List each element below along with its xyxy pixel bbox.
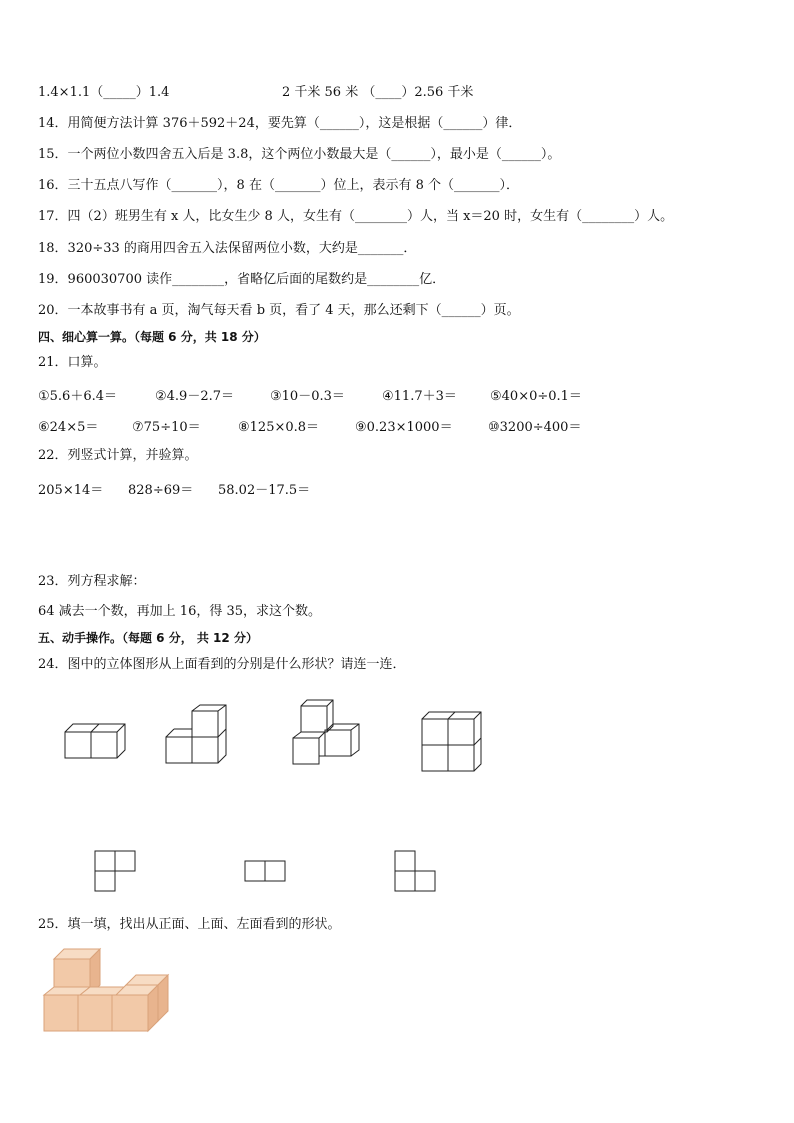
oral-item: ①5.6＋6.4＝: [38, 389, 118, 404]
question-20: 20．一本故事书有 a 页，淘气每天看 b 页，看了 4 天，那么还剩下（______）页。: [38, 303, 520, 318]
question-24: 24．图中的立体图形从上面看到的分别是什么形状？请连一连．: [38, 657, 406, 672]
question-19: 19．960030700 读作________，省略亿后面的尾数约是________亿．: [38, 272, 446, 287]
oral-item: ⑤40×0÷0.1＝: [490, 389, 582, 404]
solid-figure-1: [64, 718, 126, 762]
vertical-item: 828÷69＝: [128, 483, 194, 498]
oral-item: ⑧125×0.8＝: [238, 420, 320, 435]
vertical-item: 205×14＝: [38, 483, 104, 498]
oral-item: ⑨0.23×1000＝: [355, 420, 453, 435]
oral-item: ②4.9－2.7＝: [155, 389, 235, 404]
section-4-heading: 四、细心算一算。（每题 6 分，共 18 分）: [38, 330, 266, 344]
question-18: 18．320÷33 的商用四舍五入法保留两位小数，大约是_______．: [38, 241, 417, 256]
question-25: 25．填一填，找出从正面、上面、左面看到的形状。: [38, 917, 341, 932]
top-view-shape-3: [394, 850, 436, 892]
question-22: 22．列竖式计算，并验算。: [38, 448, 198, 463]
question-23: 23．列方程求解：: [38, 574, 146, 589]
oral-item: ④11.7＋3＝: [382, 389, 457, 404]
solid-figure-2: [165, 705, 227, 765]
oral-item: ③10－0.3＝: [270, 389, 345, 404]
oral-item: ⑩3200÷400＝: [488, 420, 582, 435]
solid-figure-4: [421, 711, 483, 773]
question-17: 17．四（2）班男生有 x 人，比女生少 8 人，女生有（________）人，当 x＝20 时，女生有（________）人。: [38, 209, 674, 224]
cube-arrangement-figure: [44, 945, 174, 1035]
question-21: 21．口算。: [38, 355, 107, 370]
question-23-text: 64 减去一个数，再加上 16，得 35，求这个数。: [38, 604, 322, 619]
question-14: 14．用简便方法计算 376＋592＋24，要先算（______），这是根据（______）律．: [38, 116, 522, 131]
vertical-item: 58.02－17.5＝: [218, 483, 311, 498]
top-view-shape-2: [244, 860, 286, 882]
question-16: 16．三十五点八写作（_______），8 在（_______）位上，表示有 8 个（_______）．: [38, 178, 519, 193]
question-15: 15．一个两位小数四舍五入后是 3.8，这个两位小数最大是（______），最小是（______）。: [38, 147, 561, 162]
oral-item: ⑦75÷10＝: [132, 420, 201, 435]
compare-right: 2 千米 56 米 （____）2.56 千米: [282, 85, 474, 100]
section-5-heading: 五、动手操作。（每题 6 分， 共 12 分）: [38, 631, 258, 645]
oral-item: ⑥24×5＝: [38, 420, 99, 435]
solid-figure-3: [292, 700, 362, 768]
compare-left: 1.4×1.1（_____）1.4: [38, 85, 170, 100]
top-view-shape-1: [94, 850, 136, 892]
